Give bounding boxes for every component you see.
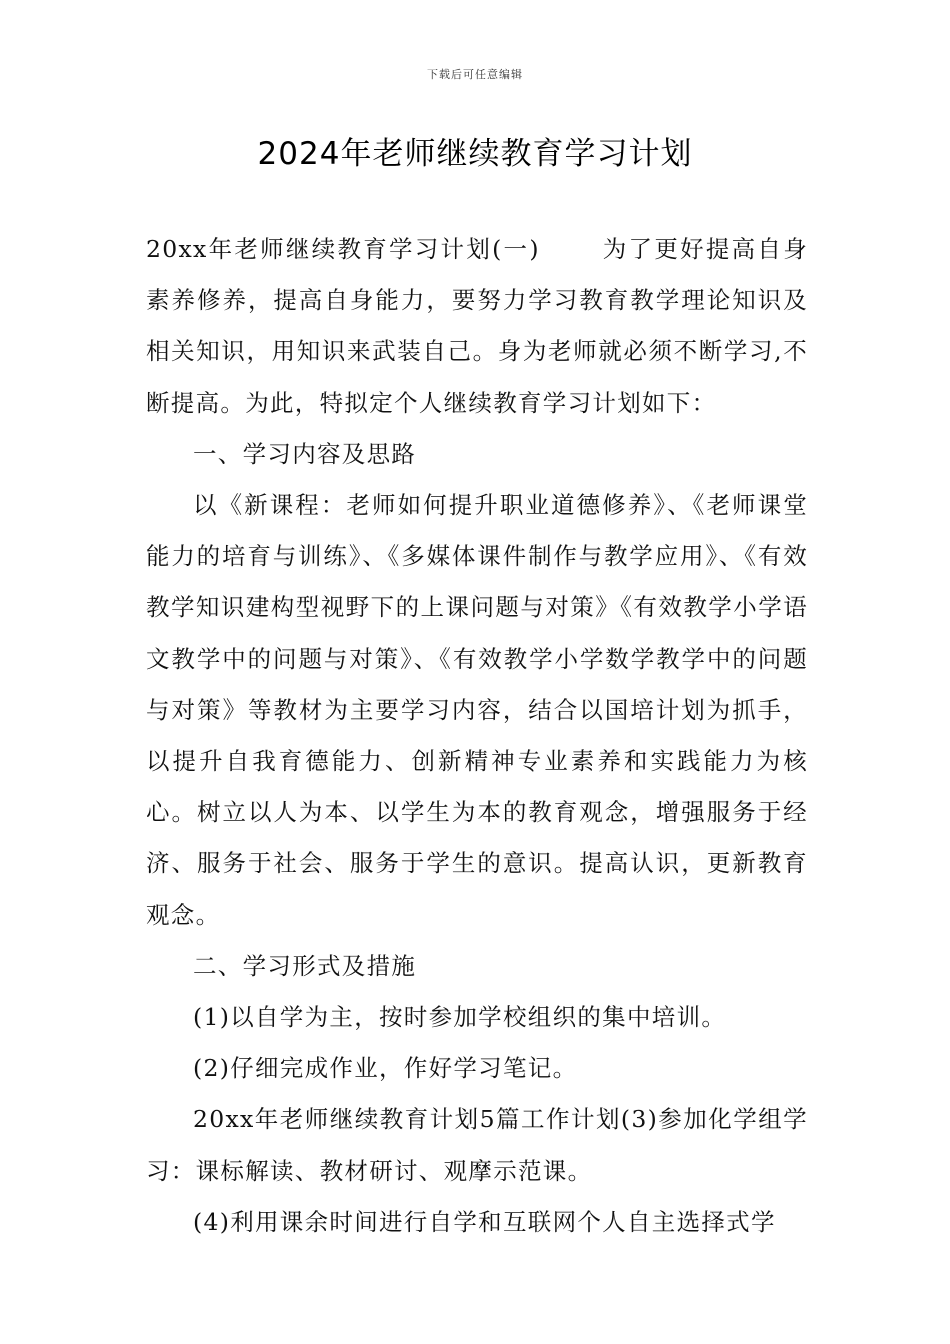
section2-item: (1)以自学为主，按时参加学校组织的集中培训。 [193,1003,727,1032]
intro-paragraph [146,224,808,429]
section2-item: (4)利用课余时间进行自学和互联网个人自主选择式学 [193,1207,776,1236]
section2-item: 20xx年老师继续教育计划5篇工作计划(3)参加化学组学习：课标解读、教材研讨、观摩示范课。 [146,1105,808,1185]
section1-paragraph: 以《新课程：老师如何提升职业道德修养》、《老师课堂能力的培育与训练》、《多媒体课件制作与教学应用》、《有效教学知识建构型视野下的上课问题与对策》《有效教学小学语文教学中的问题与对策》、《有效教学小学数学教学中的问题与对策》等教材为主要学习内容，结合以国培计划为抓手，以提升自我育德能力、创新精神专业素养和实践能力为核心。树立以人为本、以学生为本的教育观念，增强服务于经济、服务于社会、服务于学生的意识。提高认识，更新教育观念。 [146,491,808,929]
section1-heading: 一、学习内容及思路 [193,439,417,468]
section2-item: (2)仔细完成作业，作好学习笔记。 [193,1054,578,1083]
section2-heading: 二、学习形式及措施 [193,951,417,980]
intro-lead: 20xx年老师继续教育学习计划(一) [146,235,540,263]
page-title: 2024年老师继续教育学习计划 [257,136,693,172]
header-note: 下载后可任意编辑 [427,68,523,81]
document-body [146,224,808,1248]
intro-rest: 为了更好提高自身素养修养，提高自身能力，要努力学习教育教学理论知识及相关知识，用知识来武装自己。身为老师就必须不断学习,不断提高。为此，特拟定个人继续教育学习计划如下： [146,235,808,417]
